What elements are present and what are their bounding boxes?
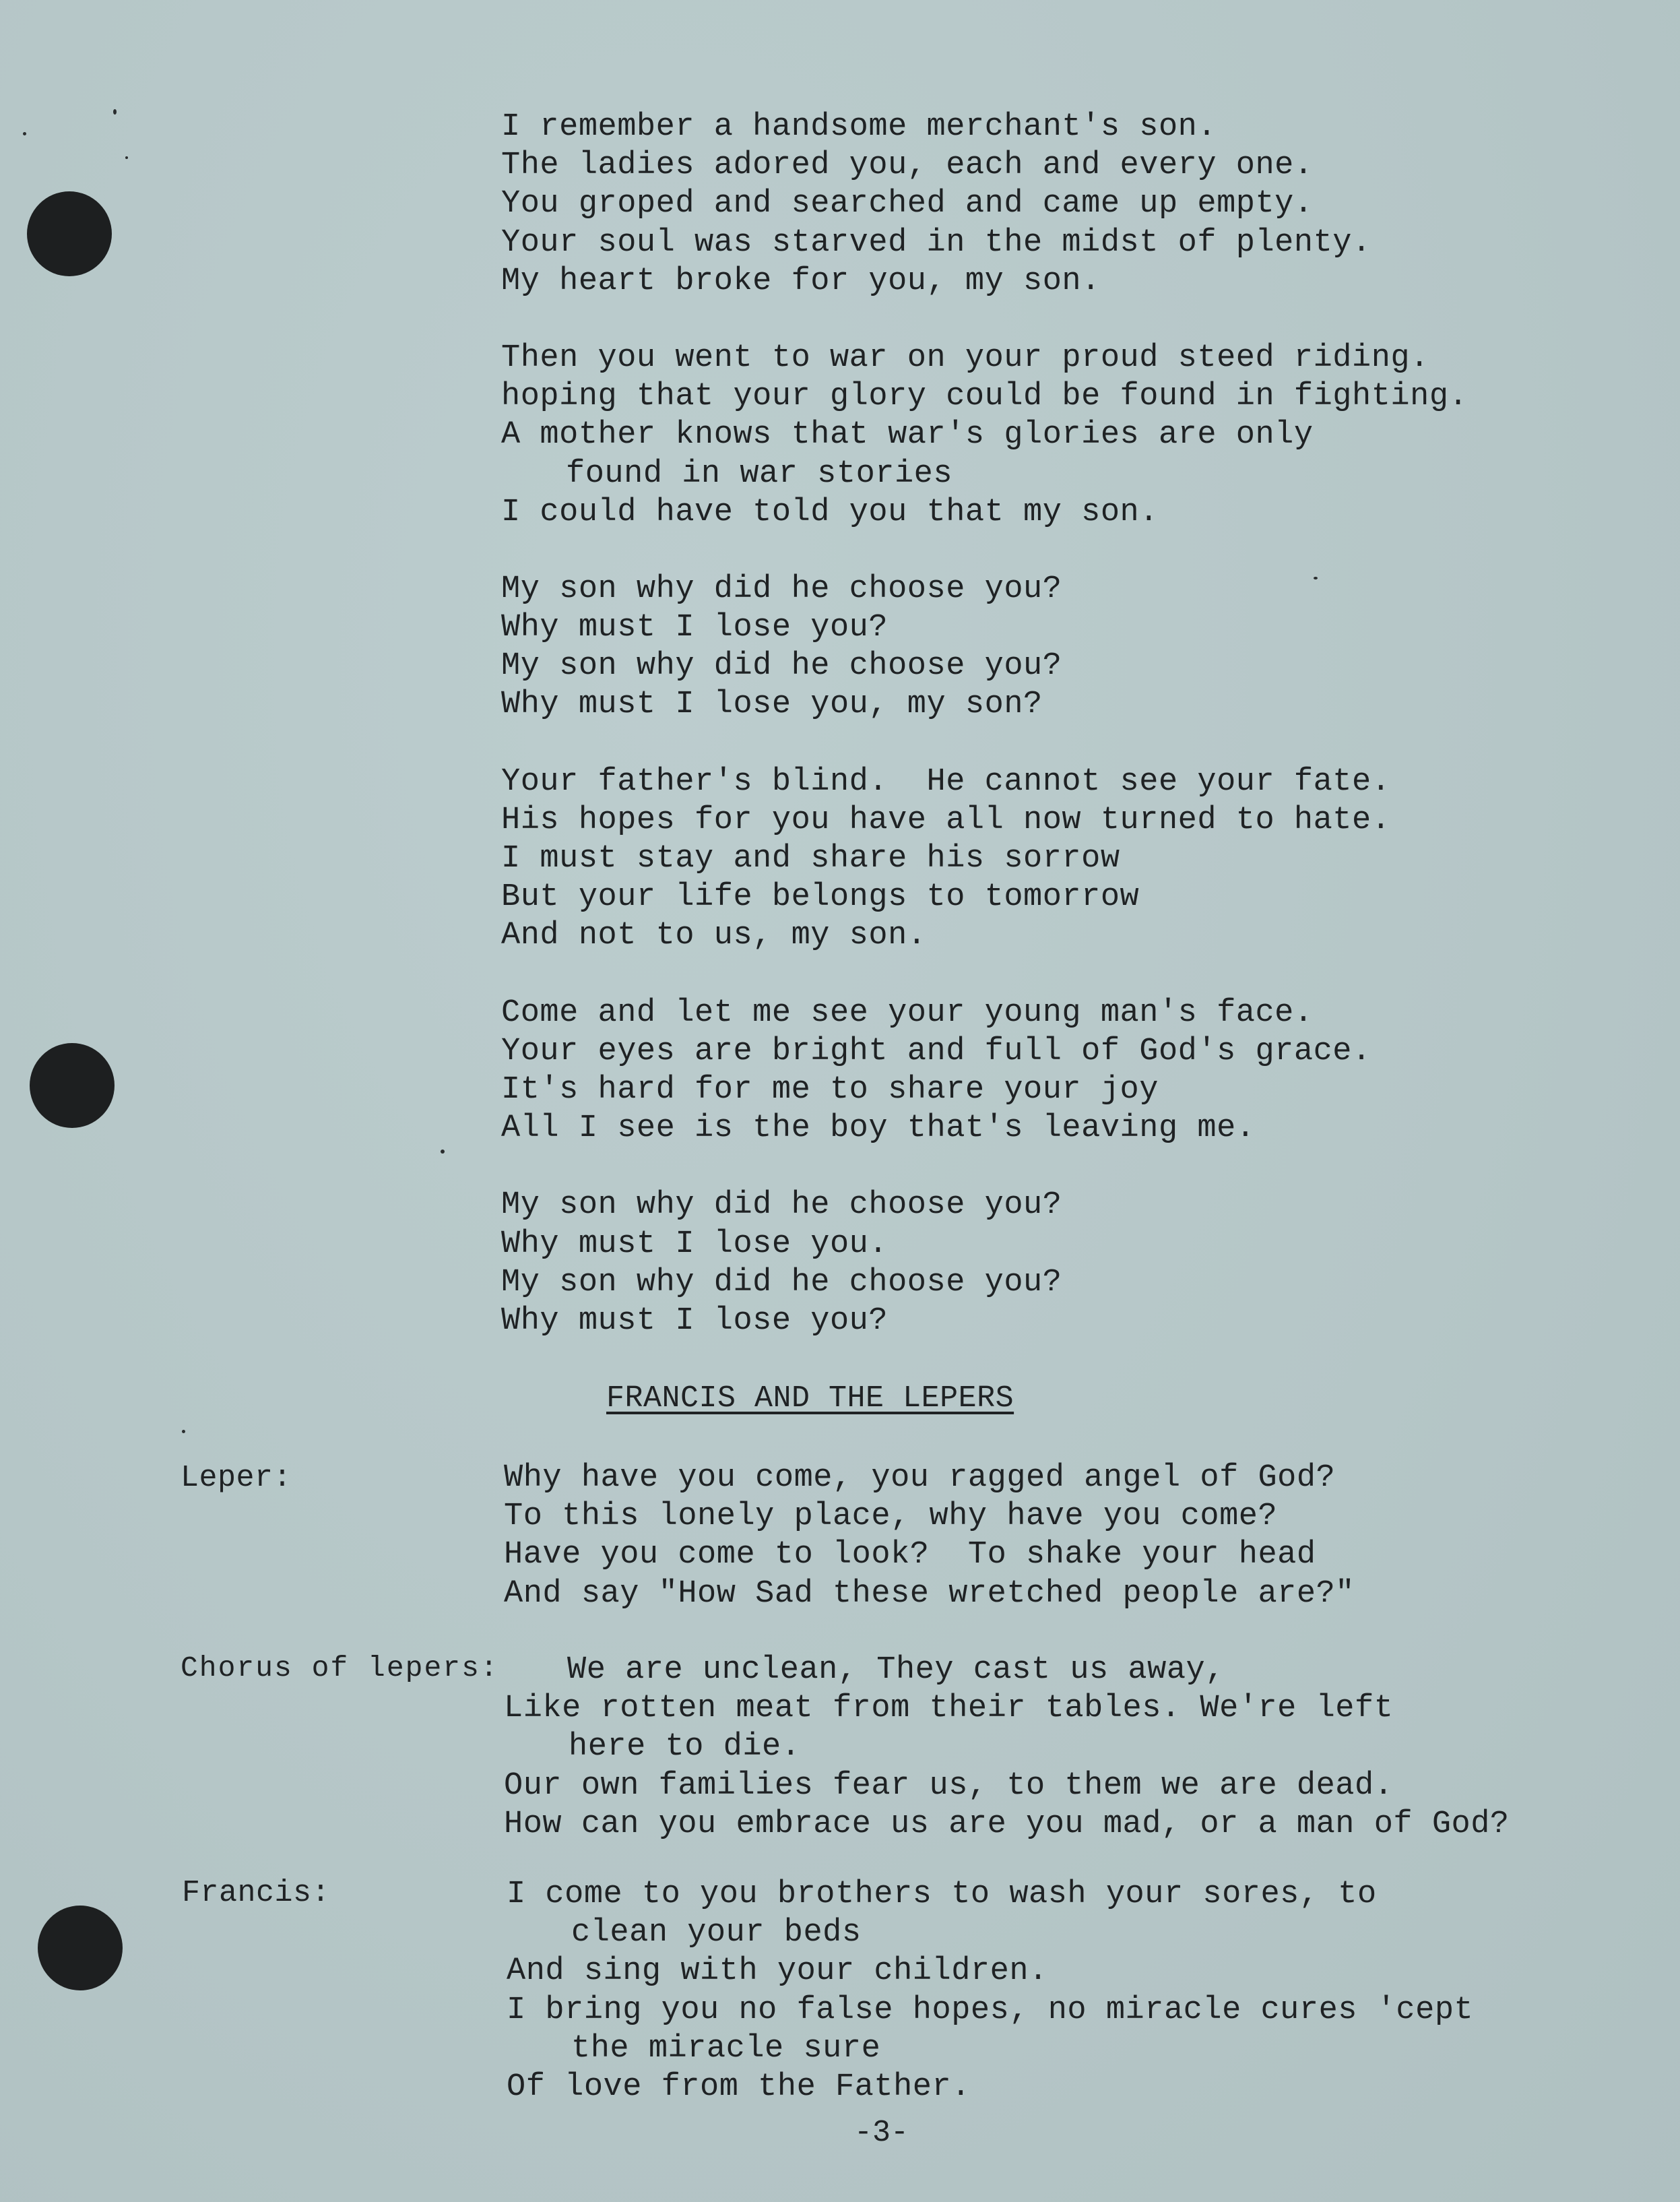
- lyric-line: You groped and searched and came up empty.: [501, 186, 1314, 222]
- dialogue-line: And say "How Sad these wretched people are?": [504, 1575, 1355, 1612]
- dialogue-line: I bring you no false hopes, no miracle cures 'cept: [507, 1992, 1474, 2028]
- stanza-gap: [501, 1147, 1646, 1186]
- paper-speck: [23, 132, 26, 135]
- binder-hole-middle: [30, 1043, 115, 1128]
- lyric-line: And not to us, my son.: [501, 918, 927, 954]
- dialogue-chorus: [504, 1651, 1510, 1844]
- lyric-line: Why must I lose you?: [501, 610, 889, 646]
- lyric-line: My son why did he choose you?: [501, 648, 1062, 685]
- lyric-line: Come and let me see your young man's face.: [501, 995, 1314, 1031]
- lyric-line: Why must I lose you?: [501, 1302, 889, 1339]
- lyric-line: A mother knows that war's glories are only: [501, 417, 1314, 453]
- lyric-line: Your father's blind. He cannot see your fate.: [501, 763, 1391, 800]
- speaker-label-leper: Leper:: [181, 1461, 292, 1495]
- lyric-line: I remember a handsome merchant's son.: [501, 109, 1217, 145]
- dialogue-line: To this lonely place, why have you come?: [504, 1499, 1278, 1535]
- lyric-line: I could have told you that my son.: [501, 494, 1159, 530]
- binder-hole-top: [27, 191, 112, 276]
- song-lyrics: [501, 108, 1646, 1340]
- lyric-line: Then you went to war on your proud steed riding.: [501, 340, 1429, 376]
- page-number: -3-: [854, 2116, 909, 2150]
- dialogue-leper: [504, 1459, 1355, 1613]
- lyric-line: hoping that your glory could be found in fighting.: [501, 379, 1468, 415]
- section-heading: FRANCIS AND THE LEPERS: [606, 1381, 1014, 1416]
- dialogue-line: Like rotten meat from their tables. We're left: [504, 1691, 1394, 1727]
- dialogue-line: I come to you brothers to wash your sores, to: [507, 1877, 1377, 1912]
- stanza-gap: [501, 532, 1646, 570]
- paper-speck: [125, 156, 128, 159]
- dialogue-line: here to die.: [569, 1729, 801, 1765]
- speaker-label-francis: Francis:: [182, 1876, 331, 1910]
- lyric-line: All I see is the boy that's leaving me.: [501, 1110, 1256, 1147]
- lyric-line: My son why did he choose you?: [501, 571, 1062, 607]
- paper-speck: [113, 109, 117, 115]
- lyric-line: My son why did he choose you?: [501, 1187, 1062, 1224]
- dialogue-francis: [507, 1875, 1473, 2106]
- lyric-line: His hopes for you have all now turned to hate.: [501, 802, 1391, 838]
- dialogue-line: Our own families fear us, to them we are dead.: [504, 1767, 1394, 1804]
- dialogue-line-spacer: [504, 1651, 1510, 1689]
- dialogue-line: clean your beds: [571, 1915, 862, 1951]
- dialogue-line: the miracle sure: [571, 2030, 881, 2067]
- lyric-line: I must stay and share his sorrow: [501, 841, 1120, 877]
- stanza-gap: [501, 301, 1646, 339]
- lyric-line: My heart broke for you, my son.: [501, 263, 1101, 299]
- lyric-line: It's hard for me to share your joy: [501, 1071, 1159, 1108]
- dialogue-line: Of love from the Father.: [507, 2069, 971, 2105]
- lyric-line: The ladies adored you, each and every one.: [501, 148, 1314, 184]
- lyric-line: My son why did he choose you?: [501, 1264, 1062, 1300]
- dialogue-line: How can you embrace us are you mad, or a man of God?: [504, 1806, 1510, 1842]
- lyric-line: found in war stories: [566, 455, 953, 492]
- dialogue-line: Have you come to look? To shake your head: [504, 1537, 1316, 1573]
- dialogue-line: Why have you come, you ragged angel of God?: [504, 1460, 1336, 1496]
- lyric-line: Why must I lose you, my son?: [501, 687, 1043, 723]
- lyric-line: Your soul was starved in the midst of plenty.: [501, 224, 1371, 261]
- lyric-line: But your life belongs to tomorrow: [501, 879, 1140, 916]
- dialogue-line: We are unclean, They cast us away,: [567, 1652, 1225, 1688]
- stanza-gap: [501, 955, 1646, 994]
- lyric-line: Why must I lose you.: [501, 1226, 889, 1262]
- dialogue-line: And sing with your children.: [507, 1953, 1048, 1990]
- lyric-line: Your eyes are bright and full of God's grace.: [501, 1033, 1371, 1069]
- paper-speck: [441, 1150, 445, 1154]
- speaker-label-chorus: Chorus of lepers:: [181, 1651, 499, 1685]
- stanza-gap: [501, 724, 1646, 763]
- binder-hole-bottom: [38, 1906, 123, 1990]
- paper-speck: [182, 1430, 185, 1433]
